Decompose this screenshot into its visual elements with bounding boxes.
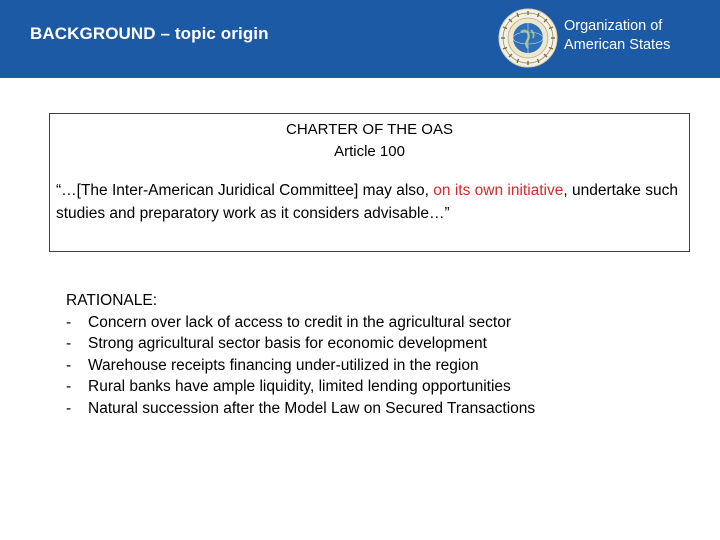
charter-article: Article 100 bbox=[334, 143, 405, 160]
rationale-item-text: Warehouse receipts financing under-utilized in the region bbox=[88, 356, 479, 374]
rationale-item-text: Rural banks have ample liquidity, limited lending opportunities bbox=[88, 378, 511, 395]
list-item bbox=[66, 312, 535, 334]
bullet-dash: - bbox=[66, 399, 72, 417]
oas-seal-icon bbox=[498, 8, 558, 68]
charter-title: CHARTER OF THE OAS bbox=[286, 121, 453, 138]
quote-part-1: “…[The Inter-American Juridical Committee] may also, bbox=[56, 182, 434, 199]
oas-name-line2: American States bbox=[564, 37, 671, 53]
list-item bbox=[66, 398, 535, 420]
bullet-dash: - bbox=[66, 356, 72, 374]
charter-quote-text bbox=[56, 179, 683, 225]
rationale-section bbox=[66, 290, 535, 419]
list-item bbox=[66, 333, 535, 355]
rationale-item-text: Concern over lack of access to credit in the agricultural sector bbox=[88, 313, 511, 331]
list-item bbox=[66, 355, 535, 377]
rationale-item-text: Strong agricultural sector basis for economic development bbox=[88, 335, 487, 352]
bullet-dash: - bbox=[66, 378, 72, 395]
charter-quote-box bbox=[49, 113, 690, 252]
rationale-heading: RATIONALE: bbox=[66, 292, 158, 309]
rationale-item-text: Natural succession after the Model Law on Secured Transactions bbox=[88, 399, 536, 417]
oas-name-line1: Organization of bbox=[564, 18, 663, 34]
oas-wordmark bbox=[564, 17, 670, 55]
bullet-dash: - bbox=[66, 335, 72, 352]
list-item bbox=[66, 376, 535, 398]
header-bar bbox=[0, 0, 720, 78]
quote-highlight: on its own initiative bbox=[433, 182, 564, 199]
bullet-dash: - bbox=[66, 313, 72, 331]
quote-part-2: , undertake such studies and preparatory work as it considers advisable…” bbox=[56, 182, 678, 222]
slide-title: BACKGROUND – topic origin bbox=[30, 24, 269, 43]
